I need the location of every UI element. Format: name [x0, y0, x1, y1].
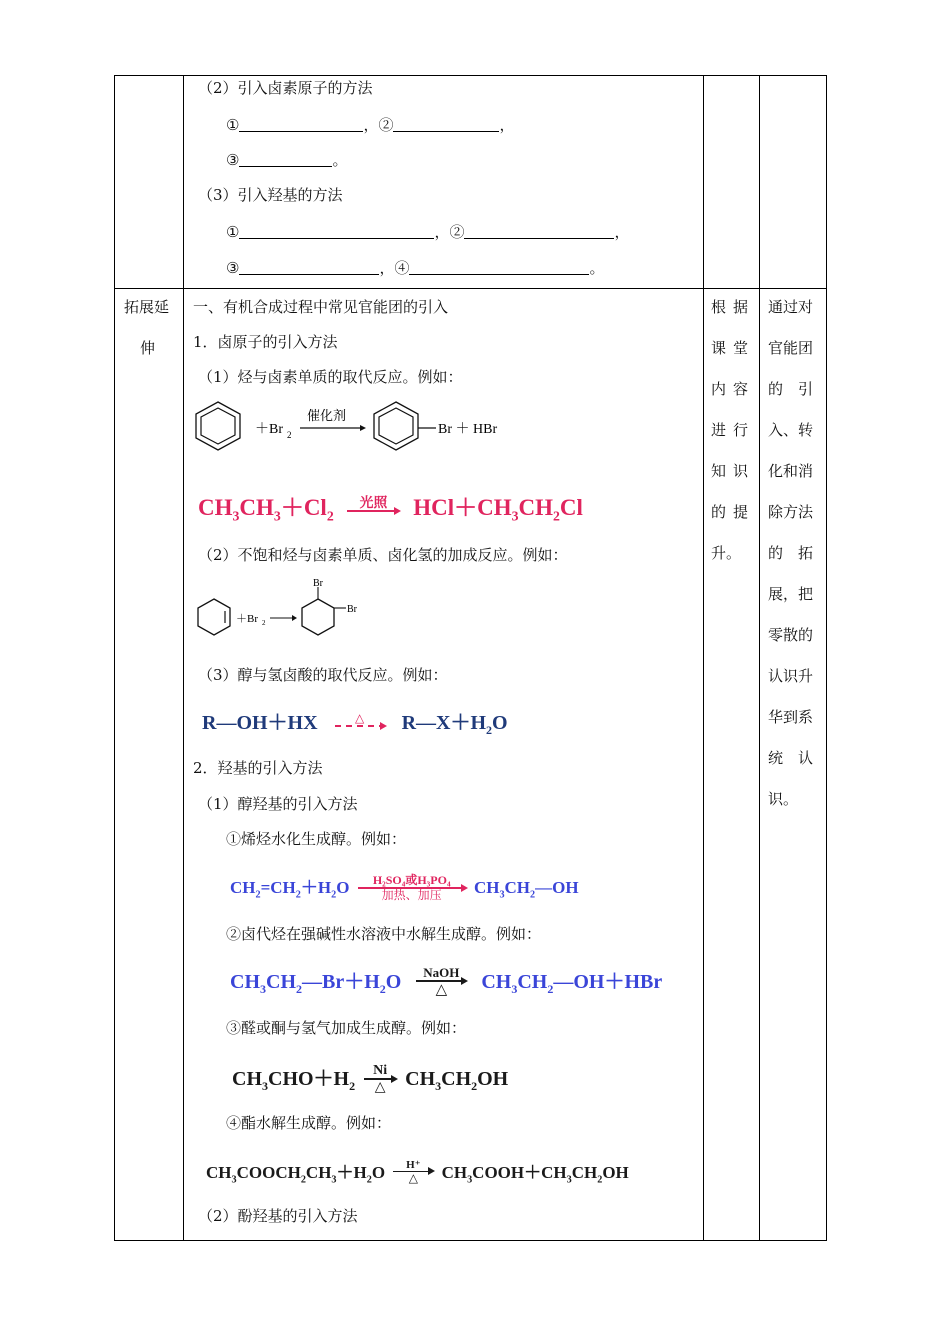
- r6-condition-bottom: △: [435, 982, 448, 999]
- r8-condition-bottom: △: [408, 1171, 418, 1186]
- s1-3: （3）醇与氢卤酸的取代反应。例如：: [198, 666, 448, 684]
- r1-product: Br ＋ HBr: [438, 422, 498, 437]
- bromobenzene-inner-ring: [379, 408, 413, 444]
- r3-arrow-head: [292, 615, 297, 621]
- bromobenzene-ring: [374, 402, 418, 450]
- benzene-inner-ring: [201, 408, 235, 444]
- s2-title: 2．羟基的引入方法: [193, 759, 323, 777]
- column-divider: [703, 76, 704, 1240]
- column-divider: [759, 76, 760, 1240]
- item3-line2: ③ ，④ 。: [226, 259, 605, 277]
- section-label-line2: 伸: [140, 339, 156, 357]
- s1-title: 1．卤原子的引入方法: [193, 333, 338, 351]
- r5-condition-bottom: 加热、加压: [381, 888, 442, 903]
- cyclohexene-bromination-reaction: [190, 575, 380, 645]
- r4-condition: △: [354, 710, 365, 725]
- bromoethane-hydrolysis-reaction: $CH_3CH_2—Br+H_2O$ NaOH △ $CH_3CH_2—OH+HBr$: [230, 965, 663, 999]
- r1-arrow-head: [360, 425, 366, 431]
- r5-condition-top: H₂SO₄或H₃PO₄: [372, 872, 451, 887]
- alcohol-hx-reaction: R—OH＋HX △ $R—X+H_2O$: [202, 710, 508, 737]
- r1-condition: 催化剂: [307, 408, 347, 423]
- r7-condition-top: Ni: [373, 1063, 388, 1079]
- r3-sub: 2: [262, 619, 266, 627]
- r3-reagent: ＋Br: [236, 613, 258, 625]
- item3-title: （3）引入羟基的方法: [198, 186, 343, 204]
- benzene-bromination-reaction: [190, 398, 520, 456]
- s2-1c: ③醛或酮与氢气加成生成醇。例如：: [226, 1019, 467, 1037]
- ester-hydrolysis-reaction: $CH_3COOCH_2CH_3+H_2O$ H⁺ △ $CH_3COOH+CH_3CH_2OH$: [206, 1158, 629, 1186]
- s2-1b: ②卤代烃在强碱性水溶液中水解生成醇。例如：: [226, 925, 542, 943]
- s2-1d: ④酯水解生成醇。例如：: [226, 1114, 392, 1132]
- item2-line2: ③ 。: [226, 151, 348, 169]
- s1-1: （1）烃与卤素单质的取代反应。例如：: [198, 368, 463, 386]
- ethane-chlorination-reaction: $CH_3CH_3+Cl_2$ 光照 $HCl+CH_3CH_2Cl$: [198, 495, 583, 524]
- r6-condition-top: NaOH: [423, 965, 460, 980]
- s1-2: （2）不饱和烃与卤素单质、卤化氢的加成反应。例如：: [198, 546, 568, 564]
- r8-condition-top: H⁺: [406, 1158, 421, 1171]
- s2-2: （2）酚羟基的引入方法: [198, 1207, 358, 1225]
- item2-line1: ① ，② ，: [226, 116, 515, 134]
- heading: 一、有机合成过程中常见官能团的引入: [193, 298, 449, 316]
- ethylene-hydration-reaction: $CH_2=CH_2+H_2O$ H₂SO₄或H₃PO₄ 加热、加压 $CH_3CH_2—OH$: [230, 872, 579, 903]
- acetaldehyde-hydrogenation-reaction: $CH_3CHO+H_2$ Ni △ $CH_3CH_2OH$: [232, 1063, 509, 1096]
- br-label-2: Br: [347, 604, 357, 615]
- r1-sub: 2: [287, 430, 292, 440]
- benzene-ring: [196, 402, 240, 450]
- column-divider: [183, 76, 184, 1240]
- r2-condition: 光照: [359, 495, 388, 511]
- item2-title: （2）引入卤素原子的方法: [198, 79, 373, 97]
- section-label-line1: 拓展延: [124, 298, 170, 316]
- s2-1a: ①烯烃水化生成醇。例如：: [226, 830, 407, 848]
- r7-condition-bottom: △: [374, 1080, 386, 1096]
- br-label-1: Br: [313, 578, 323, 589]
- item3-line1: ① ，② ，: [226, 223, 630, 241]
- dibromocyclohexane-ring: [302, 599, 334, 635]
- r1-plus: ＋Br: [255, 422, 283, 437]
- s2-1: （1）醇羟基的引入方法: [198, 795, 358, 813]
